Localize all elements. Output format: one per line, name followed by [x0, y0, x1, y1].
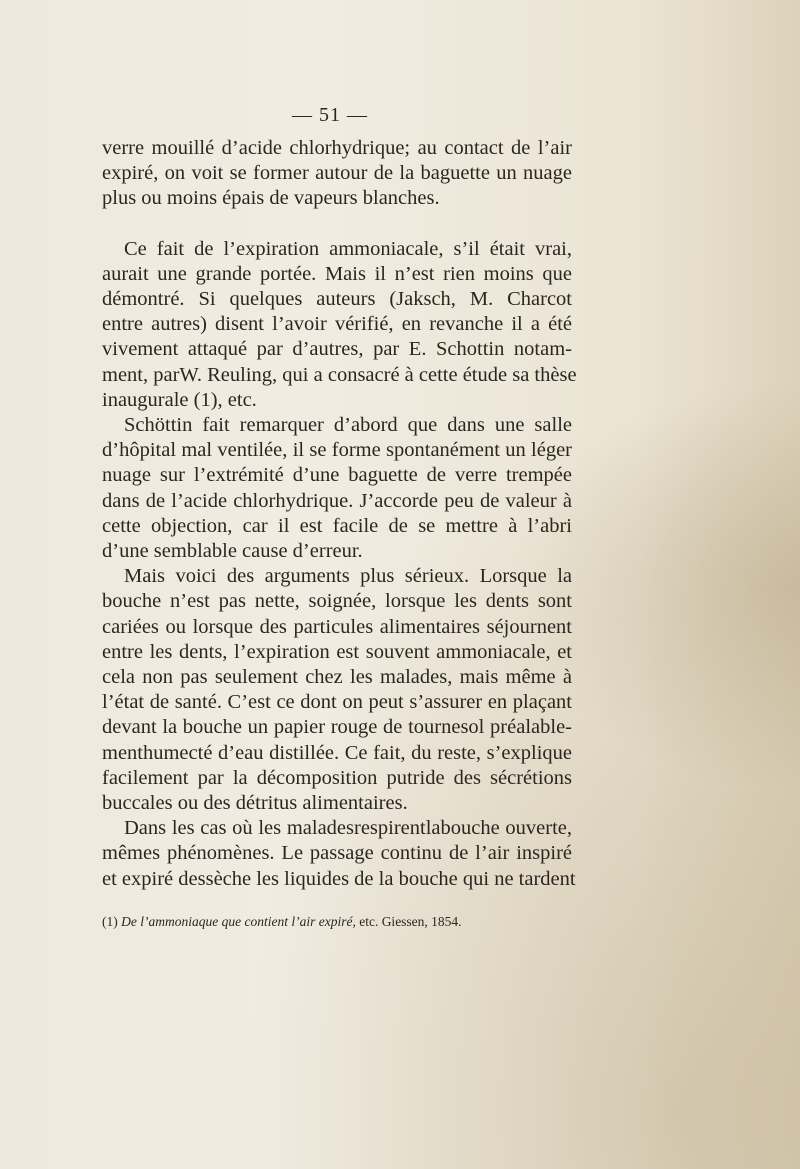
text-line: Ce fait de l’expiration ammoniacale, s’il était vrai, [124, 237, 572, 260]
text-line: nuage sur l’extrémité d’une baguette de verre trempée [102, 464, 572, 487]
text-line: mêmes phénomènes. Le passage continu de l’air inspiré [102, 842, 572, 865]
paragraph-gap [102, 212, 572, 237]
text-line: entre autres) disent l’avoir vérifié, en revanche il a été [102, 313, 572, 336]
text-line: vivement attaqué par d’autres, par E. Schottin notam- [102, 338, 572, 361]
text-line: d’hôpital mal ventilée, il se forme spontanément un léger [102, 439, 572, 462]
text-line: cela non pas seulement chez les malades, mais même à [102, 666, 572, 689]
text-line: d’une semblable cause d’erreur. [102, 540, 363, 563]
footnote-title: De l’ammoniaque que contient l’air expiré, [121, 914, 356, 929]
text-line: démontré. Si quelques auteurs (Jaksch, M. Charcot [102, 288, 572, 311]
text-line: dans de l’acide chlorhydrique. J’accorde peu de valeur à [102, 489, 572, 512]
text-line: et expiré dessèche les liquides de la bouche qui ne tardent [102, 867, 576, 890]
paragraph [102, 413, 572, 564]
paragraph [102, 136, 572, 212]
body-text [102, 136, 577, 892]
text-line: menthumecté d’eau distillée. Ce fait, du reste, s’explique [102, 741, 572, 764]
text-line: Mais voici des arguments plus sérieux. Lorsque la [124, 565, 572, 588]
text-line: ment, parW. Reuling, qui a consacré à cette étude sa thèse [102, 363, 577, 386]
paragraph [102, 237, 577, 413]
text-line: plus ou moins épais de vapeurs blanches. [102, 187, 440, 210]
text-line: expiré, on voit se former autour de la baguette un nuage [102, 162, 572, 185]
footnote-marker: (1) [102, 914, 118, 929]
text-line: entre les dents, l’expiration est souvent ammoniacale, et [102, 640, 572, 663]
text-line: inaugurale (1), etc. [102, 388, 257, 411]
text-line: devant la bouche un papier rouge de tournesol préalable- [102, 716, 572, 739]
text-line: verre mouillé d’acide chlorhydrique; au contact de l’air [102, 137, 572, 159]
text-line: Dans les cas où les maladesrespirentlabouche ouverte, [124, 817, 572, 840]
text-line: facilement par la décomposition putride des sécrétions [102, 766, 572, 789]
text-line: l’état de santé. C’est ce dont on peut s’assurer en plaçant [102, 691, 572, 714]
paragraph [102, 816, 576, 892]
text-line: Schöttin fait remarquer d’abord que dans une salle [124, 414, 572, 437]
paragraph [102, 564, 572, 816]
text-line: aurait une grande portée. Mais il n’est rien moins que [102, 262, 572, 285]
text-line: buccales ou des détritus alimentaires. [102, 792, 408, 815]
text-line: bouche n’est pas nette, soignée, lorsque les dents sont [102, 590, 572, 613]
footnote [102, 914, 572, 930]
page-number: — 51 — [292, 104, 368, 126]
text-line: cariées ou lorsque des particules alimentaires séjournent [102, 615, 572, 638]
footnote-rest: etc. Giessen, 1854. [355, 914, 462, 929]
text-line: cette objection, car il est facile de se mettre à l’abri [102, 514, 572, 537]
